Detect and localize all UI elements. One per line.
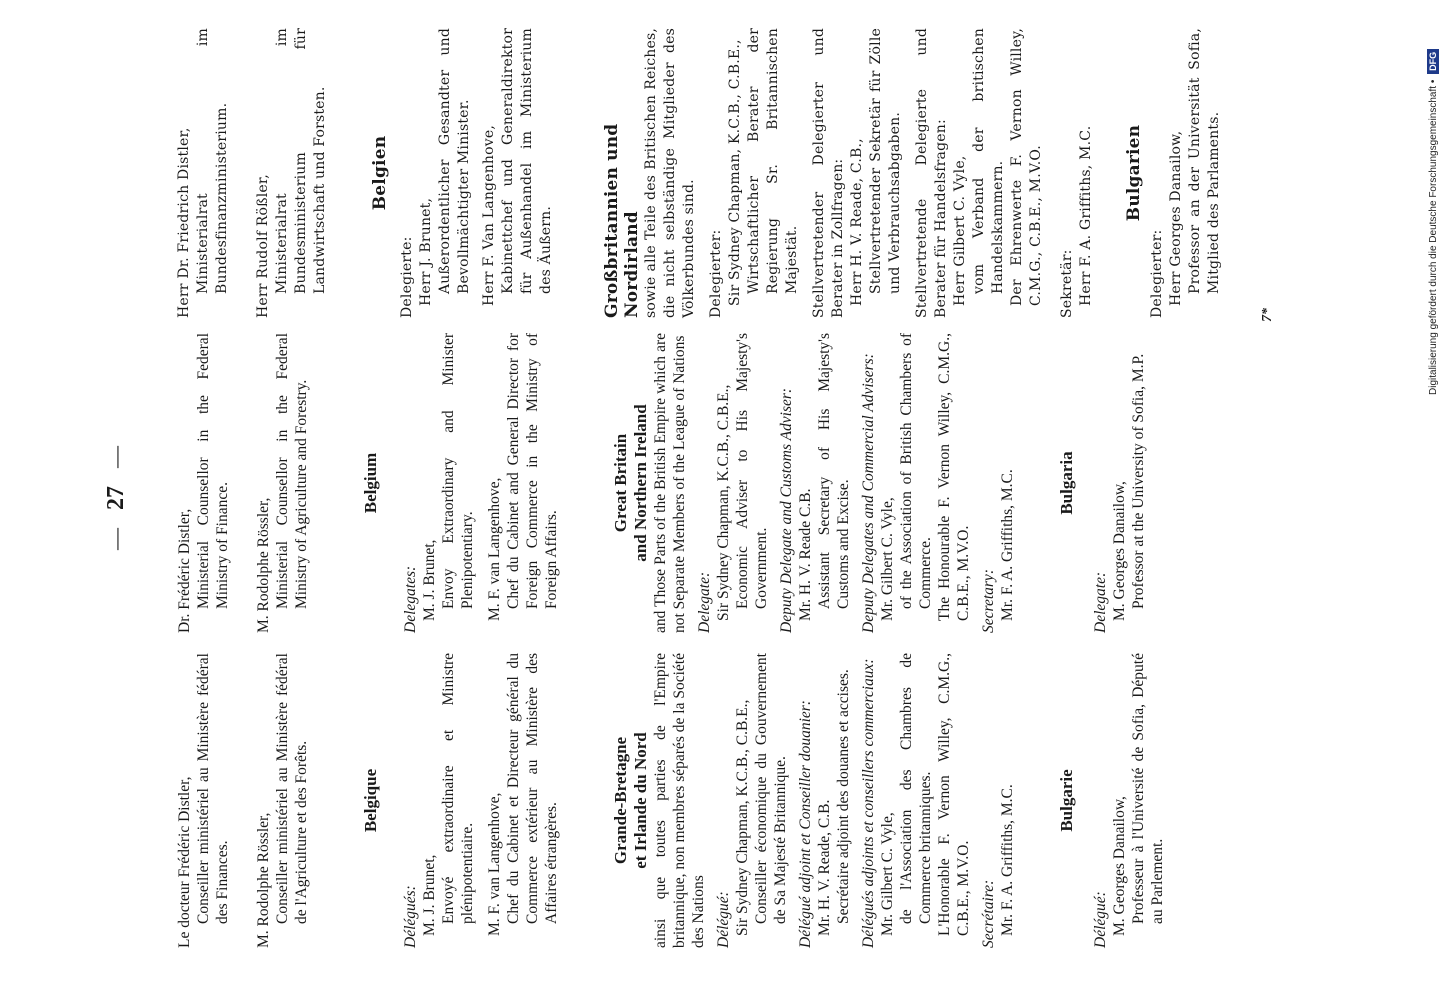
entry-vyle (878, 333, 935, 633)
entry-distler (175, 333, 232, 633)
role-label: Delegierter: (1149, 229, 1165, 318)
role-label: Délégué: (715, 891, 732, 948)
entry-willey (935, 333, 973, 633)
entry-title: Ministerial Counsellor in the Federal Ministry of Finance. (195, 333, 231, 609)
digitization-footer-text: Digitalisierung gefördert durch die Deutsche Forschungsgemeinschaft • DFG (1427, 15, 1440, 395)
entry-title: Chef du Cabinet and General Director for Foreign Commerce in the Ministry of Foreign Affairs. (505, 333, 560, 609)
entry-name: M. Georges Danailow, (1111, 796, 1128, 936)
entry-title: Kabinettchef und Generaldirektor für Außenhandel im Ministerium des Äußern. (500, 28, 554, 294)
entry-title: Ministerialrat im Bundesministerium für Landwirtschaft und Forsten. (274, 28, 328, 294)
page-number-dash-left: — (103, 528, 128, 550)
entry-name: Le docteur Frédéric Distler, (176, 776, 193, 948)
role-label: Delegierter: (708, 229, 724, 318)
entry-willey (1008, 28, 1046, 318)
entry-name: Herr Rudolf Rößler, (255, 174, 271, 318)
country-heading-bulgaria: Bulgarien (1124, 124, 1144, 222)
entry-distler (175, 28, 232, 318)
entry-name: Herr Gilbert C. Vyle, (952, 155, 968, 306)
column-english (175, 333, 1148, 633)
role-label: Délégués adjoints et conseillers commerciaux: (860, 658, 877, 948)
entry-name: M. J. Brunet, (421, 854, 438, 936)
entry-title: Professor an der Universität Sofia, Mitglied des Parlaments. (1187, 28, 1222, 294)
entry-title: Wirtschaftlicher Berater der Regierung Sr. Britannischen Majestät. (746, 28, 800, 294)
entry-name: Mr. F. A. Griffiths, M.C. (999, 784, 1016, 936)
entry-name: Sir Sydney Chapman, K.C.B., C.B.E., (715, 384, 732, 621)
role-label: Sekretär: (1059, 249, 1075, 318)
country-note: sowie alle Teile des Britischen Reiches, die nicht selbständige Mitglieder des Völkerbundes sind. (643, 28, 697, 318)
entry-name: M. J. Brunet, (421, 539, 438, 621)
role-label: Stellvertretende Delegierte und Berater für Handelsfragen: (914, 28, 949, 318)
entry-distler (175, 653, 232, 948)
entry-name: M. F. van Langenhove, (486, 477, 503, 621)
entry-title: Envoy Extraordinary and Minister Plenipotentiary. (440, 333, 476, 609)
role-label: Delegate: (696, 571, 713, 633)
dfg-logo: DFG (1427, 49, 1439, 74)
entry-danailow (1167, 28, 1224, 318)
entry-name: Sir Sydney Chapman, K.C.B., C.B.E., (734, 699, 751, 936)
entry-brunet (417, 28, 474, 318)
digitization-footer (1420, 5, 1439, 395)
rotated-page (85, 18, 1425, 978)
entry-title: Conseiller économique du Gouvernement de Sa Majesté Britannique. (753, 653, 789, 924)
entry-title: Ministerialrat im Bundesfinanzministerium. (195, 28, 230, 294)
role-label: Delegierte: (399, 236, 415, 318)
country-heading-belgium: Belgien (370, 135, 390, 211)
entry-title: of the Association of British Chambers of Commerce. (898, 333, 934, 609)
entry-name: Mr. Gilbert C. Vyle, (879, 497, 896, 621)
footer-text: Digitalisierung gefördert durch die Deutsche Forschungsgemeinschaft (1428, 85, 1439, 395)
entry-langenhove (485, 653, 561, 948)
page-number-value: 27 (103, 486, 129, 510)
role-label: Délégué adjoint et Conseiller douanier: (797, 700, 814, 948)
entry-name: Herr Dr. Friedrich Distler, (176, 127, 192, 318)
entry-name: M. F. van Langenhove, (486, 792, 503, 936)
role-label: Deputy Delegates and Commercial Advisers: (860, 353, 877, 633)
signature-mark-text: 7* (1260, 308, 1275, 322)
role-label: Delegate: (1092, 571, 1109, 633)
country-note: ainsi que toutes parties de l'Empire britannique, non membres séparés de la Société des Nations (652, 653, 707, 948)
entry-chapman (733, 653, 790, 948)
role-label: Secrétaire: (980, 879, 997, 948)
role-label: Délégué: (1092, 891, 1109, 948)
entry-name: M. Rodolphe Rössler, (255, 812, 272, 948)
entry-rossler (254, 653, 311, 948)
entry-title: Professor at the University of Sofia, M.P. (1130, 353, 1147, 609)
country-heading-bulgaria: Bulgaria (1057, 451, 1076, 515)
entry-name: The Honourable F. Vernon Willey, C.M.G., C.B.E., M.V.O. (936, 333, 972, 621)
entry-name: Herr F. Van Langenhove, (481, 124, 497, 306)
role-label: Stellvertretender Delegierter und Berater in Zollfragen: (811, 28, 846, 318)
entry-title: Ministerial Counsellor in the Federal Ministry of Agriculture and Forestry. (274, 333, 310, 609)
entry-vyle (951, 28, 1008, 318)
entry-reade (815, 653, 853, 948)
entry-title: Conseiller ministériel au Ministère fédéral des Finances. (195, 653, 231, 924)
role-label: Délégués: (402, 885, 419, 948)
entry-danailow (1110, 333, 1148, 633)
country-heading-bulgaria: Bulgarie (1057, 769, 1076, 832)
country-note: and Those Parts of the British Empire which are not Separate Members of the League of Nations (652, 333, 688, 633)
entry-title: Economic Adviser to His Majesty's Government. (734, 333, 770, 609)
entry-title: Assistant Secretary of His Majesty's Customs and Excise. (816, 333, 852, 609)
signature-mark (1260, 18, 1276, 978)
column-french (175, 653, 1167, 948)
entry-rossler (254, 333, 311, 633)
column-german (175, 28, 1224, 318)
entry-brunet (420, 333, 477, 633)
entry-name: M. Georges Danailow, (1111, 481, 1128, 621)
role-label: Deputy Delegate and Customs Adviser: (778, 387, 795, 633)
country-heading-gb: Grande-Bretagne (611, 736, 630, 865)
role-label: Delegates: (402, 565, 419, 633)
entry-name: Dr. Frédéric Distler, (176, 508, 193, 633)
entry-name: Sir Sydney Chapman, K.C.B., C.B.E., (727, 39, 743, 306)
entry-name: M. Rodolphe Rössler, (255, 497, 272, 633)
country-heading-gb-2: et Irlande du Nord (631, 732, 650, 869)
entry-title: Envoyé extraordinaire et Ministre plénipotentiaire. (440, 653, 476, 924)
entry-chapman (714, 333, 771, 633)
entry-name: Mr. F. A. Griffiths, M.C. (999, 469, 1016, 621)
entry-name: Der Ehrenwerte F. Vernon Willey, C.M.G., C.B.E., M.V.O. (1009, 28, 1044, 306)
entry-title: Conseiller ministériel au Ministère fédéral de l'Agriculture et des Forêts. (274, 653, 310, 924)
entry-reade (796, 333, 853, 633)
entry-title: vom Verband der britischen Handelskammern. (971, 28, 1006, 294)
role-label: Secretary: (980, 569, 997, 633)
country-heading-belgium: Belgique (361, 768, 380, 833)
entry-rossler (254, 28, 330, 318)
entry-name: Herr Georges Danailow, (1168, 130, 1184, 306)
entry-chapman (726, 28, 802, 318)
entry-name: Mr. H. V. Reade C.B. (797, 488, 814, 621)
entry-danailow (1110, 653, 1167, 948)
entry-title: Secrétaire adjoint des douanes et accises. (835, 669, 852, 924)
page-number (103, 18, 130, 978)
country-heading-gb: Great Britain (611, 433, 630, 533)
entry-name: L'Honorable F. Vernon Willey, C.M.G., C.B.E., M.V.O. (936, 653, 972, 936)
entry-vyle (878, 653, 935, 948)
entry-langenhove (485, 333, 561, 633)
entry-brunet (420, 653, 477, 948)
country-heading-gb: Großbritannien und Nordirland (602, 123, 642, 318)
country-heading-gb-2: and Northern Ireland (631, 404, 650, 562)
entry-title: Chef du Cabinet et Directeur général du Commerce extérieur au Ministère des Affaires étrangères. (505, 653, 560, 924)
entry-willey (935, 653, 973, 948)
entry-title: de l'Association des Chambres de Commerce britanniques. (898, 653, 934, 924)
entry-name: Herr H. V. Reade, C.B., (849, 138, 865, 306)
entry-reade (848, 28, 905, 318)
entry-name: Mr. H. V. Reade, C.B. (816, 799, 833, 936)
entry-name: Mr. Gilbert C. Vyle, (879, 812, 896, 936)
entry-title: Außerordentlicher Gesandter und Bevollmächtigter Minister. (437, 28, 472, 294)
entry-name: Herr J. Brunet, (418, 197, 434, 306)
country-heading-belgium: Belgium (361, 452, 380, 514)
page-number-dash-right: — (103, 446, 128, 468)
entry-name: Herr F. A. Griffiths, M.C. (1078, 125, 1094, 306)
entry-title: Professeur à l'Université de Sofia, Député au Parlement. (1130, 653, 1166, 924)
entry-title: Stellvertretender Sekretär für Zölle und Verbrauchsabgaben. (868, 28, 903, 294)
entry-langenhove (480, 28, 556, 318)
